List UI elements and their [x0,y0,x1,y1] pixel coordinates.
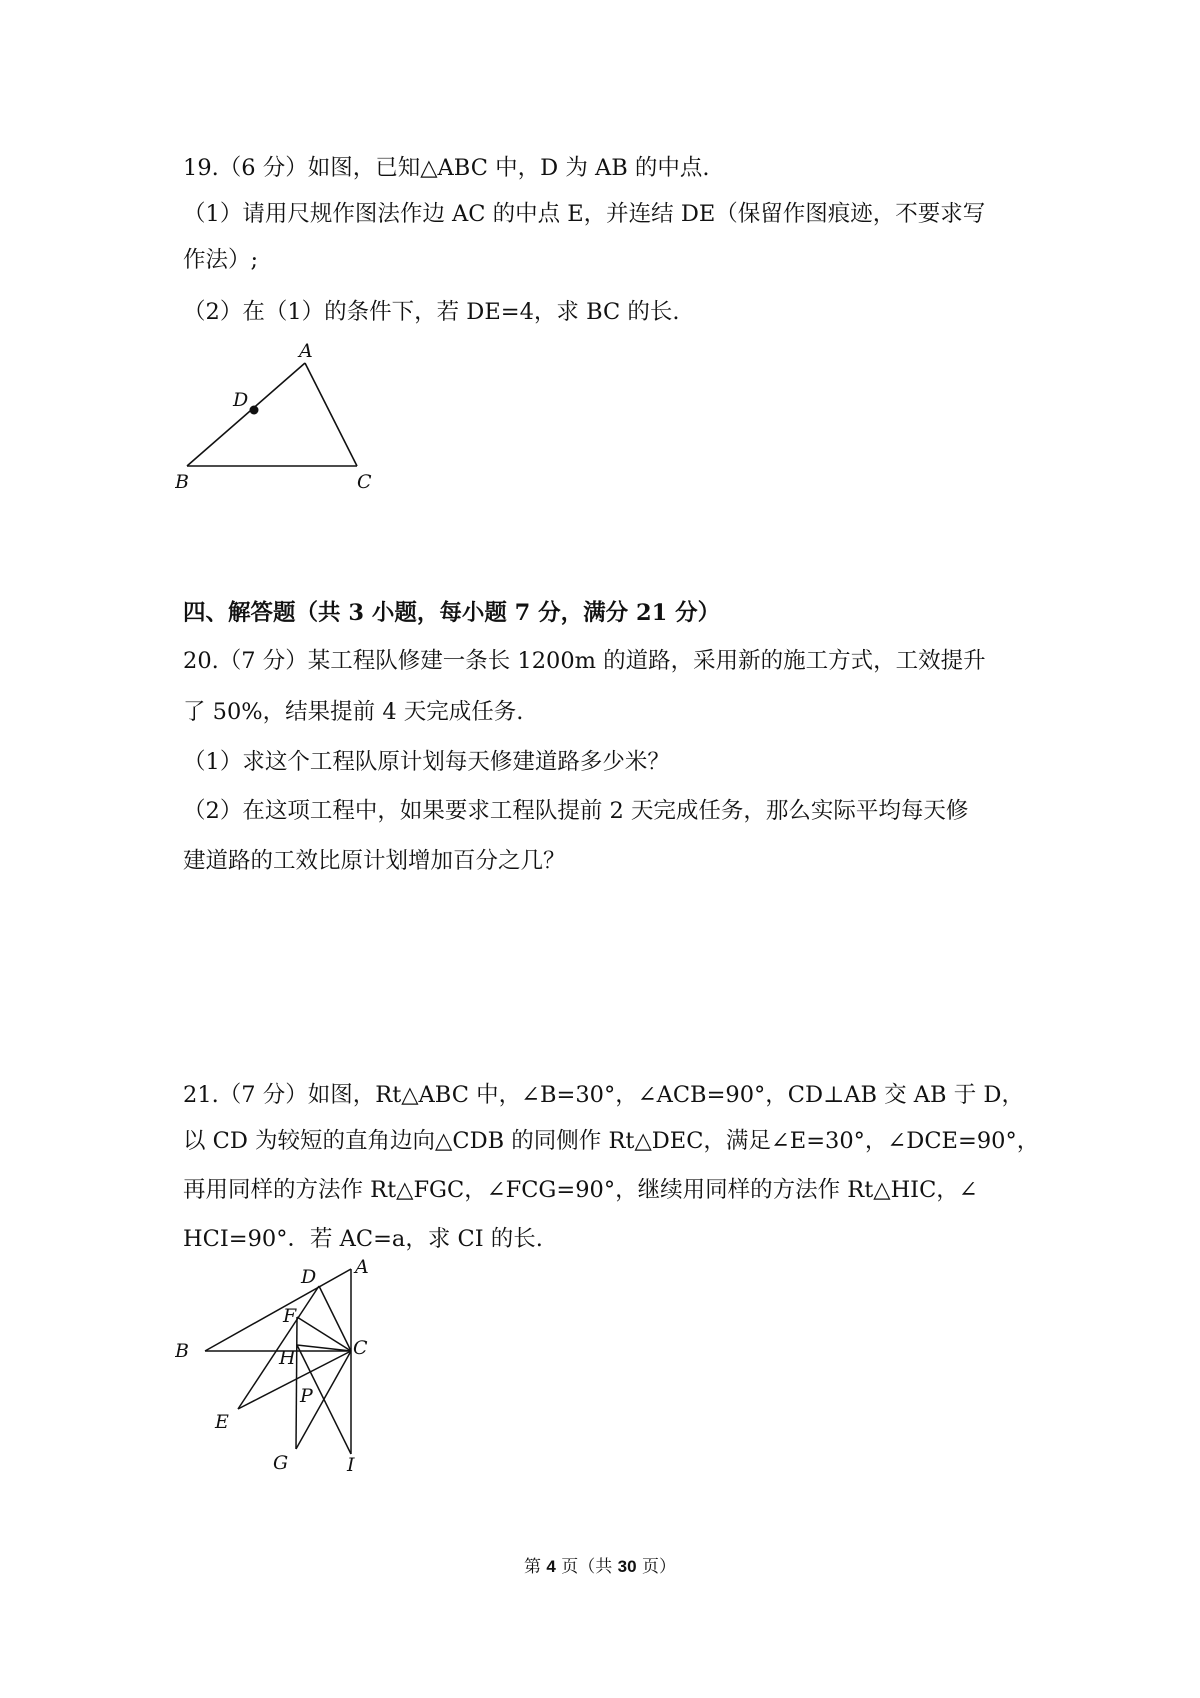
q19-line-3: 作法）; [183,247,259,273]
label-g: G [273,1452,289,1474]
q21-line-2: 以 CD 为较短的直角边向△CDB 的同侧作 Rt△DEC，满足∠E=30°，∠DCE=90°， [183,1128,1040,1154]
label-a: A [299,340,313,362]
page-footer [0,1555,1200,1579]
q20-line-3: （1）求这个工程队原计划每天修建道路多少米？ [183,749,670,775]
label-f: F [283,1305,297,1327]
q20-line-4: （2）在这项工程中，如果要求工程队提前 2 天完成任务，那么实际平均每天修 [183,798,969,824]
label-c: C [357,471,372,493]
segment-ca [305,363,357,466]
label-i: I [347,1454,355,1475]
label-b: B [175,471,189,493]
label-d: D [233,389,249,411]
label-p: P [300,1385,313,1407]
q20-line-1: 20.（7 分）某工程队修建一条长 1200m 的道路，采用新的施工方式，工效提升 [183,648,986,674]
label-h: H [279,1347,296,1369]
q21-triangles-figure [175,1255,395,1475]
footer-prefix: 第 [523,1557,547,1577]
segment-ba [205,1269,351,1351]
q21-line-3: 再用同样的方法作 Rt△FGC，∠FCG=90°，继续用同样的方法作 Rt△HIC，∠ [183,1177,978,1203]
point-d-dot [250,406,259,415]
footer-middle: 页（共 [555,1557,618,1577]
q20-line-5: 建道路的工效比原计划增加百分之几？ [183,848,566,874]
label-b: B [175,1340,189,1362]
segment-fg [296,1317,297,1449]
q19-line-2: （1）请用尺规作图法作边 AC 的中点 E，并连结 DE（保留作图痕迹，不要求写 [183,201,986,227]
q20-line-2: 了 50%，结果提前 4 天完成任务. [183,699,524,725]
footer-page-number: 4 [546,1557,556,1576]
q21-line-4: HCI=90°．若 AC=a，求 CI 的长. [183,1226,543,1252]
q19-line-1: 19.（6 分）如图，已知△ABC 中，D 为 AB 的中点. [183,155,710,181]
footer-suffix: 页） [636,1557,676,1577]
q19-triangle-figure [175,335,395,495]
label-a: A [355,1256,369,1278]
label-e: E [215,1411,229,1433]
footer-total-pages: 30 [617,1557,637,1576]
q19-line-4: （2）在（1）的条件下，若 DE=4，求 BC 的长. [183,299,680,325]
label-c: C [353,1337,368,1359]
section-heading: 四、解答题（共 3 小题，每小题 7 分，满分 21 分） [183,600,721,626]
segment-ab [187,363,305,466]
label-d: D [301,1266,317,1288]
q21-line-1: 21.（7 分）如图，Rt△ABC 中，∠B=30°，∠ACB=90°，CD⊥AB 交 AB 于 D， [183,1082,1024,1108]
